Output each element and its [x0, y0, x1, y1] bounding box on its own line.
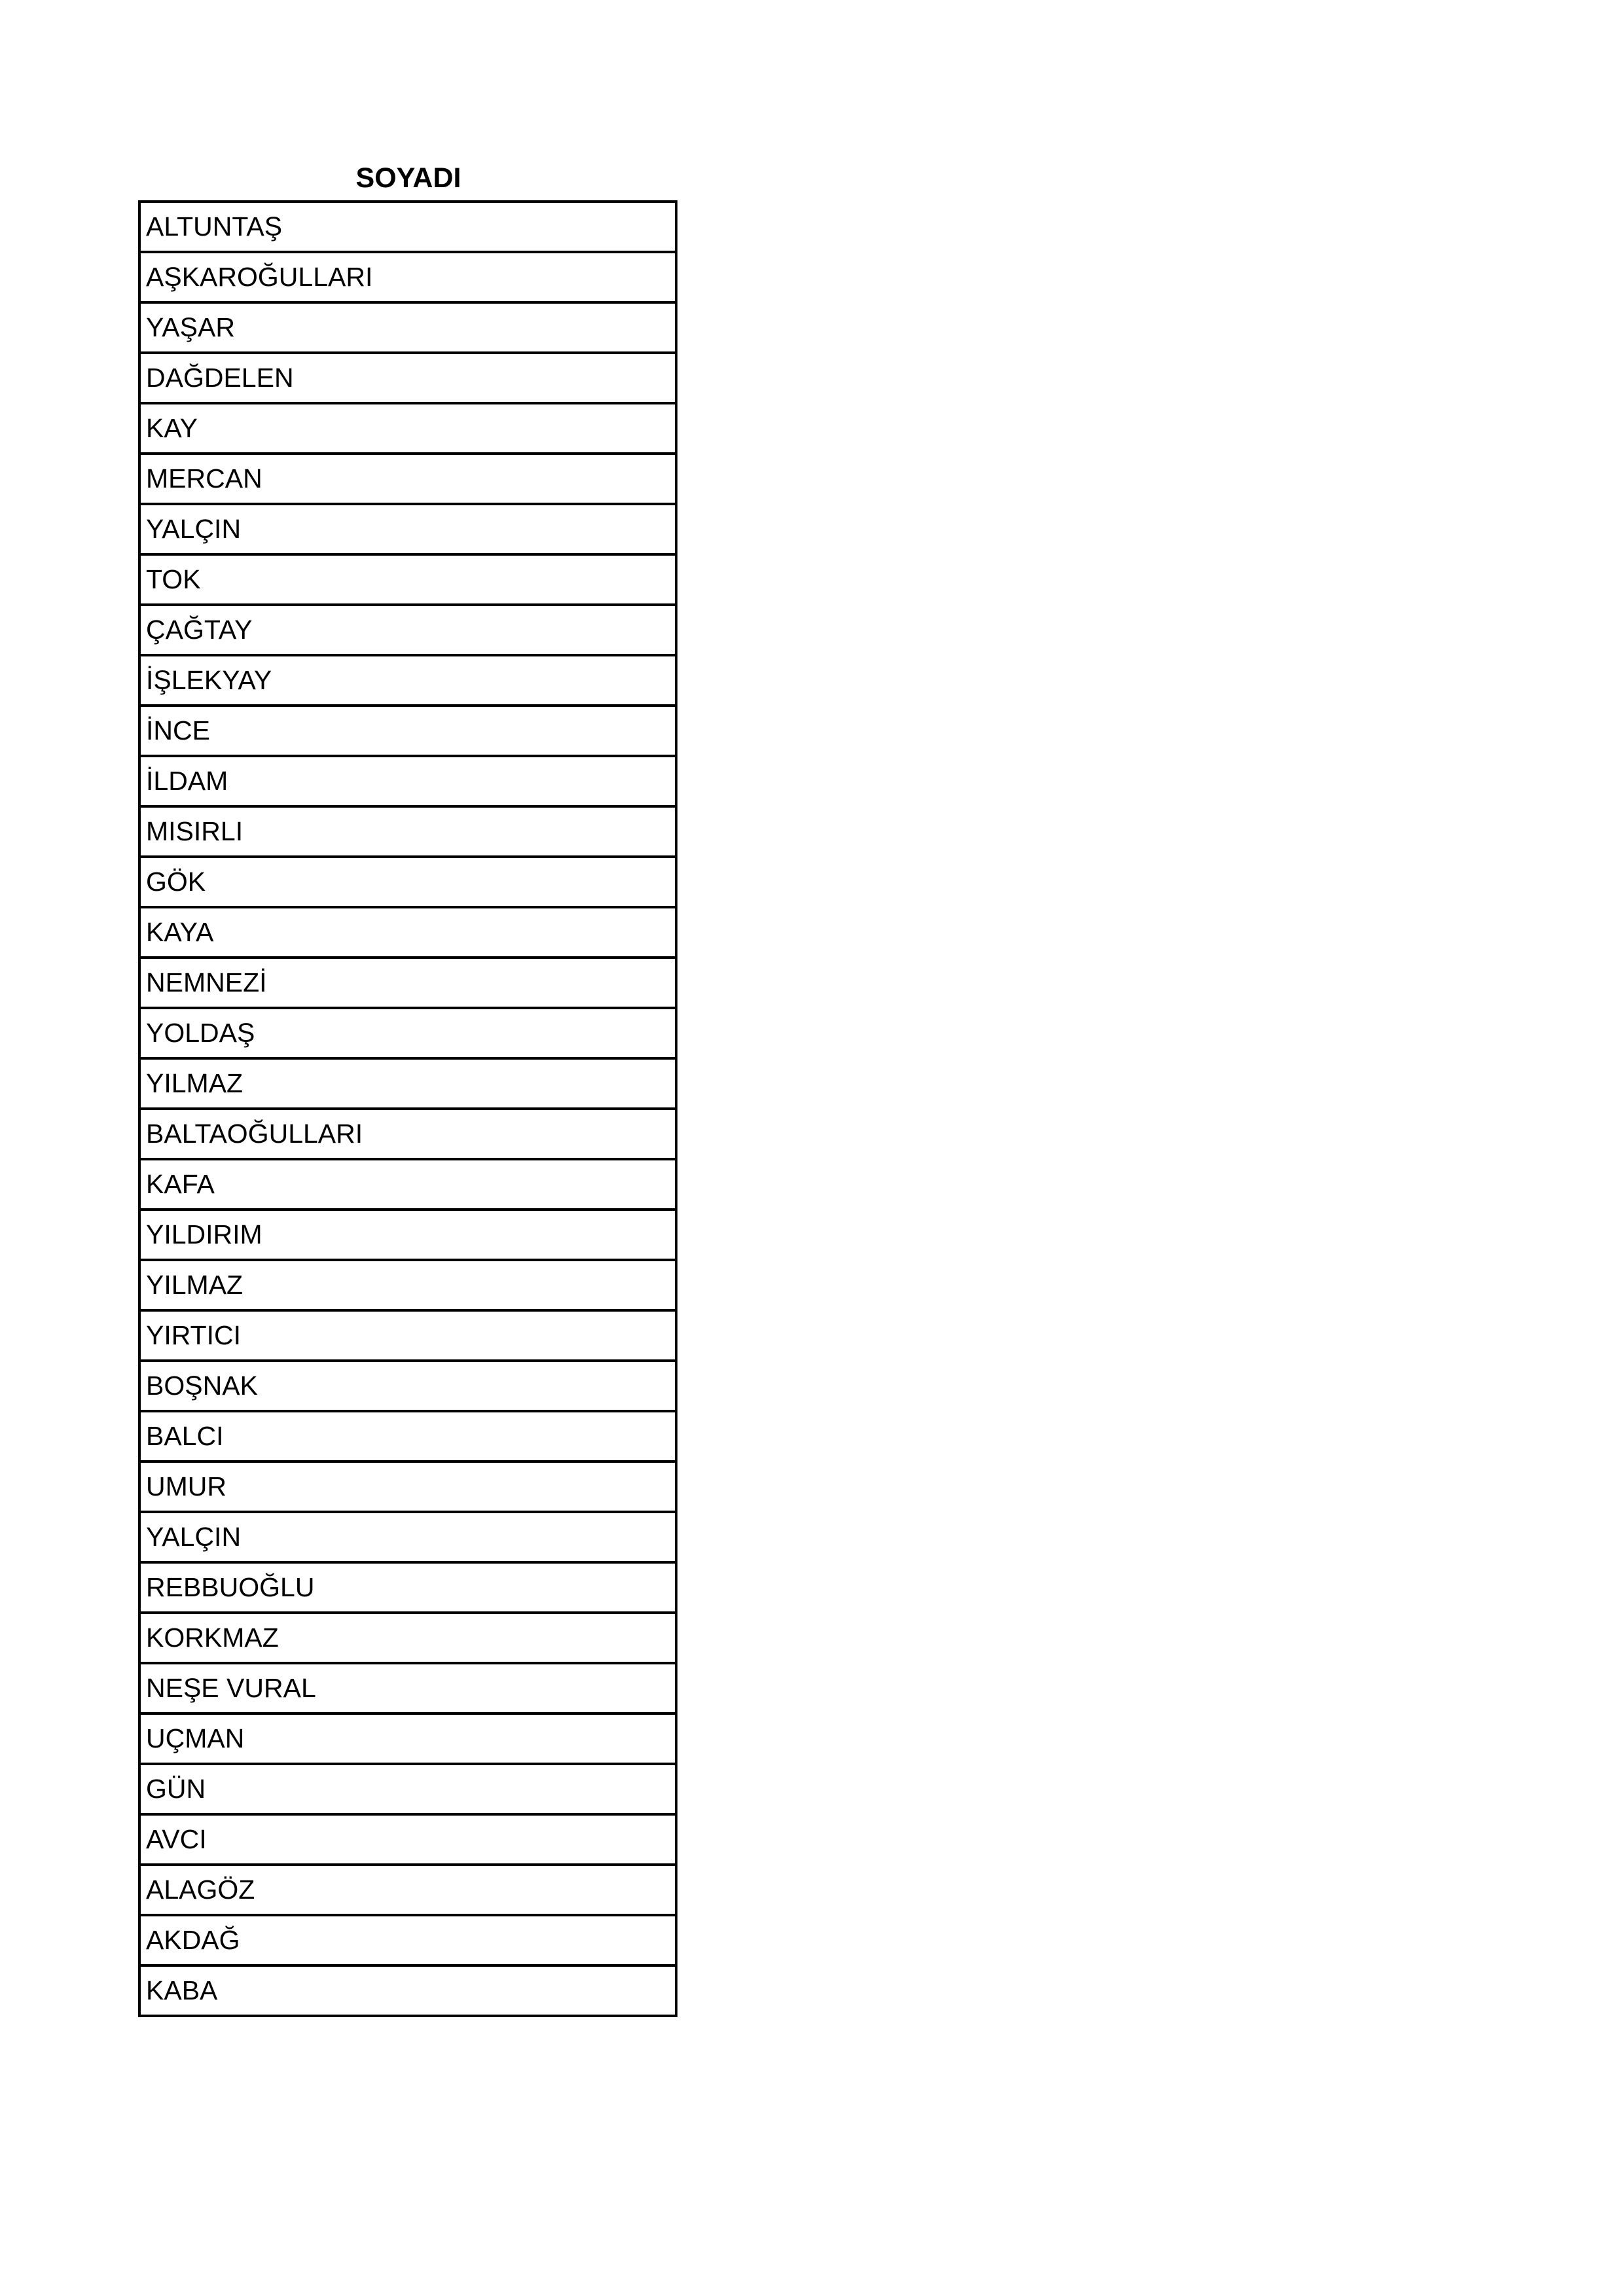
- surname-cell: AŞKAROĞULLARI: [139, 252, 676, 302]
- surname-cell: KORKMAZ: [139, 1613, 676, 1663]
- surname-cell: YILMAZ: [139, 1058, 676, 1109]
- surname-cell: ALTUNTAŞ: [139, 202, 676, 252]
- table-row: [139, 504, 676, 554]
- surname-cell: NEMNEZİ: [139, 958, 676, 1008]
- surname-cell: KAFA: [139, 1159, 676, 1210]
- surname-cell: YAŞAR: [139, 302, 676, 353]
- surname-cell: GÜN: [139, 1764, 676, 1814]
- table-row: [139, 706, 676, 756]
- table-row: [139, 1109, 676, 1159]
- surname-cell: BALCI: [139, 1411, 676, 1462]
- surname-cell: UMUR: [139, 1462, 676, 1512]
- surname-cell: YILMAZ: [139, 1260, 676, 1310]
- surname-cell: UÇMAN: [139, 1713, 676, 1764]
- table-row: [139, 1663, 676, 1713]
- table-row: [139, 1865, 676, 1915]
- table-row: [139, 1764, 676, 1814]
- surname-cell: İŞLEKYAY: [139, 655, 676, 706]
- surname-cell: ÇAĞTAY: [139, 605, 676, 655]
- table-row: [139, 1512, 676, 1562]
- table-row: [139, 1613, 676, 1663]
- surname-cell: TOK: [139, 554, 676, 605]
- surname-cell: BOŞNAK: [139, 1361, 676, 1411]
- table-row: [139, 1411, 676, 1462]
- surname-cell: KAYA: [139, 907, 676, 958]
- surname-cell: YOLDAŞ: [139, 1008, 676, 1058]
- surname-cell: İLDAM: [139, 756, 676, 806]
- table-row: [139, 756, 676, 806]
- surname-cell: AVCI: [139, 1814, 676, 1865]
- table-row: [139, 1814, 676, 1865]
- table-row: [139, 1915, 676, 1965]
- surname-cell: YIRTICI: [139, 1310, 676, 1361]
- surname-cell: NEŞE VURAL: [139, 1663, 676, 1713]
- surname-cell: BALTAOĞULLARI: [139, 1109, 676, 1159]
- surname-cell: YALÇIN: [139, 1512, 676, 1562]
- surname-cell: YILDIRIM: [139, 1210, 676, 1260]
- surname-cell: MISIRLI: [139, 806, 676, 857]
- table-row: [139, 1260, 676, 1310]
- table-row: [139, 202, 676, 252]
- table-row: [139, 1210, 676, 1260]
- table-row: [139, 1008, 676, 1058]
- table-row: [139, 1562, 676, 1613]
- surname-cell: KABA: [139, 1965, 676, 2016]
- surname-table: [138, 200, 677, 2017]
- table-row: [139, 403, 676, 454]
- table-row: [139, 1361, 676, 1411]
- surname-cell: MERCAN: [139, 454, 676, 504]
- table-row: [139, 806, 676, 857]
- surname-cell: ALAGÖZ: [139, 1865, 676, 1915]
- table-row: [139, 958, 676, 1008]
- table-row: [139, 1310, 676, 1361]
- surname-table-body: [139, 202, 676, 2016]
- table-row: [139, 353, 676, 403]
- surname-cell: İNCE: [139, 706, 676, 756]
- surname-cell: AKDAĞ: [139, 1915, 676, 1965]
- surname-cell: DAĞDELEN: [139, 353, 676, 403]
- surname-cell: REBBUOĞLU: [139, 1562, 676, 1613]
- column-header-soyadi: SOYADI: [355, 162, 461, 194]
- surname-cell: YALÇIN: [139, 504, 676, 554]
- table-row: [139, 655, 676, 706]
- table-row: [139, 857, 676, 907]
- table-row: [139, 302, 676, 353]
- table-row: [139, 1462, 676, 1512]
- surname-cell: KAY: [139, 403, 676, 454]
- table-row: [139, 1713, 676, 1764]
- surname-cell: GÖK: [139, 857, 676, 907]
- table-row: [139, 907, 676, 958]
- table-row: [139, 1965, 676, 2016]
- table-row: [139, 252, 676, 302]
- table-row: [139, 605, 676, 655]
- table-row: [139, 454, 676, 504]
- table-row: [139, 554, 676, 605]
- table-row: [139, 1058, 676, 1109]
- table-row: [139, 1159, 676, 1210]
